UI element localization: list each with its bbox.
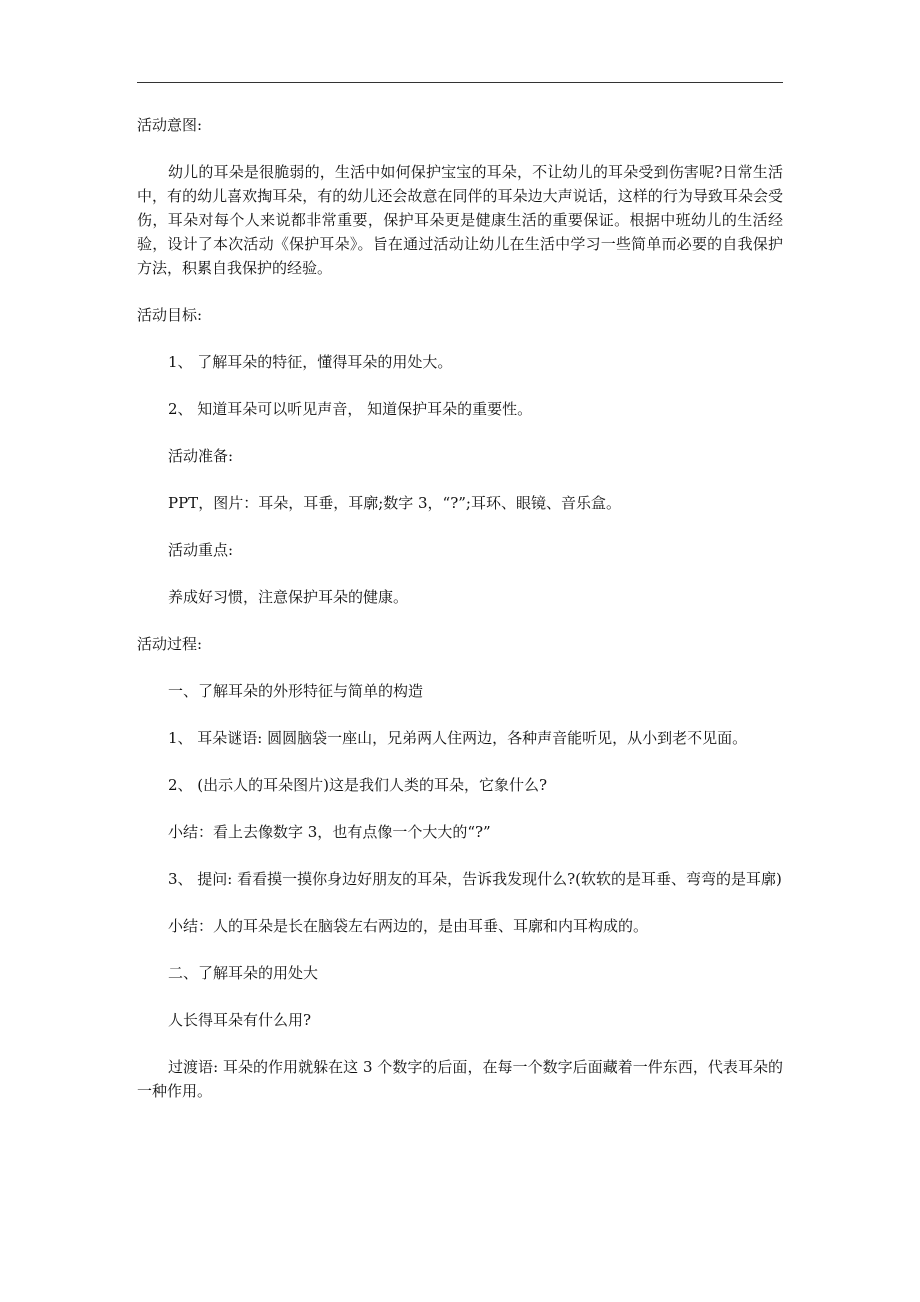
header-rule xyxy=(137,82,783,83)
step-3: 3、 提问: 看看摸一摸你身边好朋友的耳朵，告诉我发现什么?(软软的是耳垂、弯弯的是耳廓) xyxy=(168,870,782,888)
goals-heading: 活动目标: xyxy=(137,306,203,324)
summary-1: 小结：看上去像数字 3，也有点像一个大大的“?” xyxy=(168,823,491,841)
step-2: 2、 (出示人的耳朵图片)这是我们人类的耳朵，它象什么? xyxy=(168,776,548,794)
part-2-title: 二、了解耳朵的用处大 xyxy=(168,964,319,982)
focus-heading: 活动重点: xyxy=(168,541,234,559)
prep-heading: 活动准备: xyxy=(168,447,234,465)
prep-body: PPT，图片：耳朵，耳垂，耳廓;数字 3，“?”;耳环、眼镜、音乐盒。 xyxy=(168,494,621,512)
summary-2: 小结：人的耳朵是长在脑袋左右两边的，是由耳垂、耳廓和内耳构成的。 xyxy=(168,917,649,935)
process-heading: 活动过程: xyxy=(137,635,203,653)
goal-item-2: 2、 知道耳朵可以听见声音， 知道保护耳朵的重要性。 xyxy=(168,400,533,418)
step-1: 1、 耳朵谜语: 圆圆脑袋一座山，兄弟两人住两边，各种声音能听见，从小到老不见面。 xyxy=(168,729,748,747)
question: 人长得耳朵有什么用? xyxy=(168,1011,312,1029)
transition-paragraph: 过渡语: 耳朵的作用就躲在这 3 个数字的后面，在每一个数字后面藏着一件东西，代表耳朵的一种作用。 xyxy=(137,1058,783,1100)
document-body xyxy=(137,113,783,1103)
intent-paragraph: 幼儿的耳朵是很脆弱的，生活中如何保护宝宝的耳朵，不让幼儿的耳朵受到伤害呢?日常生活中，有的幼儿喜欢掏耳朵，有的幼儿还会故意在同伴的耳朵边大声说话，这样的行为导致耳朵会受伤，耳朵对每个人来说都非常重要，保护耳朵更是健康生活的重要保证。根据中班幼儿的生活经验，设计了本次活动《保护耳朵》。旨在通过活动让幼儿在生活中学习一些简单而必要的自我保护方法，积累自我保护的经验。 xyxy=(137,163,783,277)
focus-body: 养成好习惯，注意保护耳朵的健康。 xyxy=(168,588,409,606)
intent-heading: 活动意图: xyxy=(137,116,203,134)
goal-item-1: 1、 了解耳朵的特征，懂得耳朵的用处大。 xyxy=(168,353,453,371)
part-1-title: 一、了解耳朵的外形特征与简单的构造 xyxy=(168,682,424,700)
